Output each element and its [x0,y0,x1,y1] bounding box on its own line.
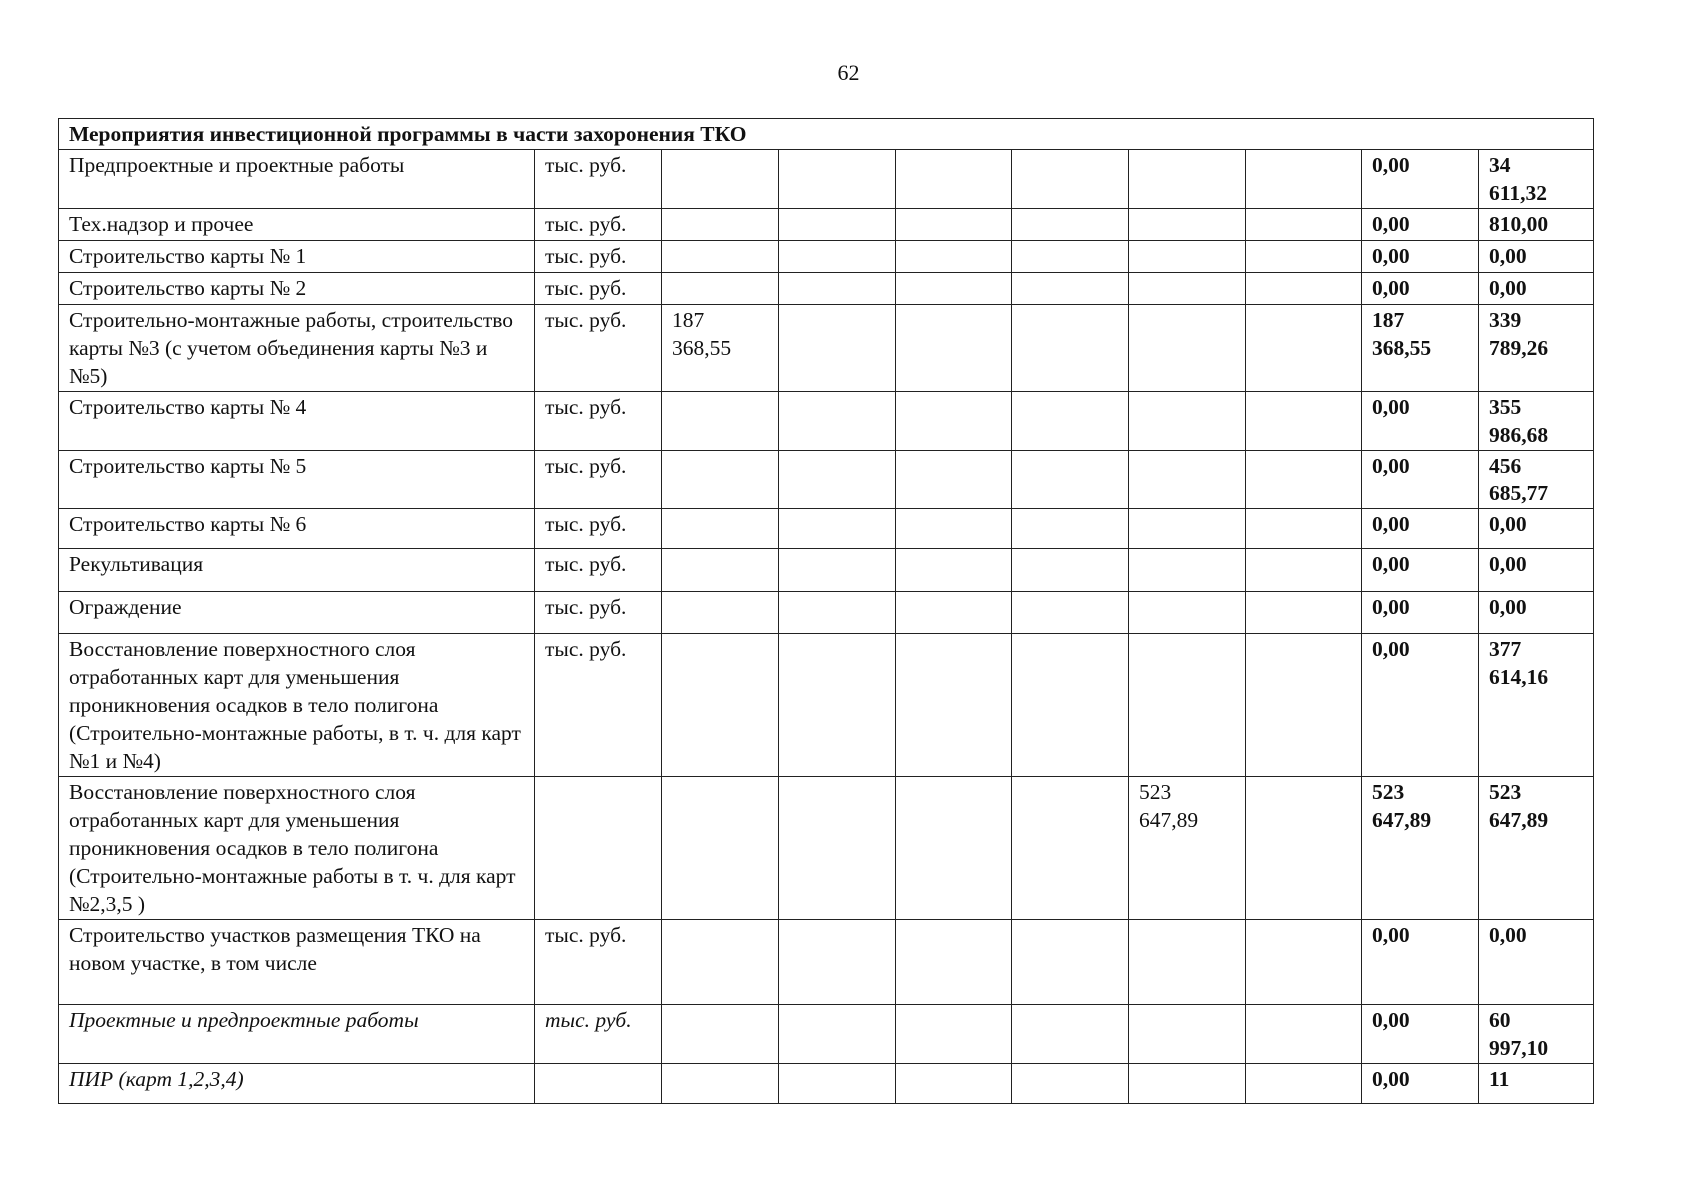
value-cell-4 [1012,509,1129,549]
table-row [59,450,1594,509]
value-cell-2 [779,149,896,208]
value-cell-3 [896,777,1012,920]
total-cell-b: 523 647,89 [1479,777,1594,920]
table-row [59,208,1594,240]
total-cell-a: 0,00 [1362,208,1479,240]
unit-cell: тыс. руб. [535,450,662,509]
value-cell-5 [1129,149,1246,208]
table-row [59,1063,1594,1103]
table-row [59,149,1594,208]
total-cell-a: 0,00 [1362,1063,1479,1103]
table-row [59,634,1594,777]
table-row [59,272,1594,304]
row-name-cell: Восстановление поверхностного слоя отработанных карт для уменьшения проникновения осадков в тело полигона (Строительно-монтажные работы в т. ч. для карт №2,3,5 ) [59,777,535,920]
table-row [59,304,1594,391]
value-cell-6 [1246,509,1362,549]
value-cell-5 [1129,272,1246,304]
value-cell-6 [1246,391,1362,450]
table-row [59,592,1594,634]
section-header-row [59,119,1594,150]
value-cell-1 [662,634,779,777]
total-cell-a: 0,00 [1362,391,1479,450]
row-name-cell: Строительство карты № 4 [59,391,535,450]
unit-cell: тыс. руб. [535,208,662,240]
row-name-cell: Строительство карты № 1 [59,240,535,272]
value-cell-3 [896,549,1012,592]
total-cell-b: 34 611,32 [1479,149,1594,208]
total-cell-b: 0,00 [1479,592,1594,634]
investment-program-table [58,118,1594,1104]
total-cell-a: 0,00 [1362,634,1479,777]
value-cell-1: 187 368,55 [662,304,779,391]
total-cell-b: 339 789,26 [1479,304,1594,391]
value-cell-6 [1246,920,1362,1005]
value-cell-1 [662,1063,779,1103]
value-cell-3 [896,272,1012,304]
value-cell-3 [896,450,1012,509]
total-cell-a: 0,00 [1362,1005,1479,1064]
unit-cell [535,777,662,920]
value-cell-4 [1012,1005,1129,1064]
total-cell-b: 0,00 [1479,549,1594,592]
value-cell-3 [896,240,1012,272]
unit-cell: тыс. руб. [535,920,662,1005]
total-cell-b: 377 614,16 [1479,634,1594,777]
row-name-cell: Проектные и предпроектные работы [59,1005,535,1064]
value-cell-4 [1012,391,1129,450]
row-name-cell: Строительство карты № 5 [59,450,535,509]
total-cell-b: 0,00 [1479,240,1594,272]
value-cell-2 [779,240,896,272]
total-cell-a: 0,00 [1362,920,1479,1005]
value-cell-2 [779,1063,896,1103]
value-cell-5 [1129,208,1246,240]
value-cell-5 [1129,1063,1246,1103]
value-cell-3 [896,634,1012,777]
total-cell-b: 456 685,77 [1479,450,1594,509]
row-name-cell: ПИР (карт 1,2,3,4) [59,1063,535,1103]
value-cell-2 [779,777,896,920]
value-cell-3 [896,1005,1012,1064]
value-cell-2 [779,208,896,240]
value-cell-2 [779,304,896,391]
row-name-cell: Восстановление поверхностного слоя отработанных карт для уменьшения проникновения осадков в тело полигона (Строительно-монтажные работы, в т. ч. для карт №1 и №4) [59,634,535,777]
value-cell-2 [779,272,896,304]
table-row [59,549,1594,592]
value-cell-4 [1012,272,1129,304]
unit-cell: тыс. руб. [535,634,662,777]
value-cell-5 [1129,450,1246,509]
value-cell-4 [1012,549,1129,592]
value-cell-6 [1246,777,1362,920]
value-cell-1 [662,450,779,509]
unit-cell: тыс. руб. [535,240,662,272]
value-cell-1 [662,509,779,549]
value-cell-5 [1129,634,1246,777]
value-cell-1 [662,149,779,208]
unit-cell: тыс. руб. [535,592,662,634]
value-cell-4 [1012,920,1129,1005]
total-cell-a: 523 647,89 [1362,777,1479,920]
value-cell-3 [896,391,1012,450]
value-cell-6 [1246,592,1362,634]
table-row [59,240,1594,272]
row-name-cell: Строительство участков размещения ТКО на новом участке, в том числе [59,920,535,1005]
table-row [59,391,1594,450]
table-row [59,920,1594,1005]
value-cell-4 [1012,592,1129,634]
value-cell-3 [896,509,1012,549]
value-cell-6 [1246,1063,1362,1103]
value-cell-5 [1129,304,1246,391]
value-cell-4 [1012,149,1129,208]
row-name-cell: Строительство карты № 2 [59,272,535,304]
value-cell-3 [896,920,1012,1005]
value-cell-5 [1129,391,1246,450]
total-cell-a: 0,00 [1362,450,1479,509]
value-cell-1 [662,549,779,592]
value-cell-6 [1246,149,1362,208]
section-header: Мероприятия инвестиционной программы в части захоронения ТКО [59,119,1594,150]
value-cell-2 [779,549,896,592]
total-cell-a: 0,00 [1362,149,1479,208]
unit-cell: тыс. руб. [535,149,662,208]
value-cell-1 [662,1005,779,1064]
value-cell-2 [779,634,896,777]
value-cell-5 [1129,240,1246,272]
value-cell-2 [779,509,896,549]
total-cell-a: 0,00 [1362,509,1479,549]
total-cell-a: 0,00 [1362,549,1479,592]
value-cell-4 [1012,208,1129,240]
unit-cell: тыс. руб. [535,1005,662,1064]
total-cell-b: 11 [1479,1063,1594,1103]
value-cell-6 [1246,549,1362,592]
value-cell-1 [662,272,779,304]
row-name-cell: Рекультивация [59,549,535,592]
total-cell-b: 810,00 [1479,208,1594,240]
value-cell-6 [1246,272,1362,304]
page-number: 62 [837,60,860,85]
unit-cell: тыс. руб. [535,272,662,304]
value-cell-3 [896,1063,1012,1103]
value-cell-1 [662,592,779,634]
value-cell-6 [1246,240,1362,272]
total-cell-a: 0,00 [1362,240,1479,272]
value-cell-1 [662,240,779,272]
row-name-cell: Строительство карты № 6 [59,509,535,549]
value-cell-3 [896,592,1012,634]
value-cell-4 [1012,240,1129,272]
unit-cell: тыс. руб. [535,391,662,450]
value-cell-6 [1246,634,1362,777]
value-cell-5 [1129,1005,1246,1064]
value-cell-3 [896,208,1012,240]
investment-table-container [58,118,1593,1104]
unit-cell: тыс. руб. [535,509,662,549]
value-cell-2 [779,920,896,1005]
value-cell-5: 523 647,89 [1129,777,1246,920]
value-cell-5 [1129,549,1246,592]
row-name-cell: Строительно-монтажные работы, строительство карты №3 (с учетом объединения карты №3 и №5) [59,304,535,391]
value-cell-3 [896,304,1012,391]
total-cell-a: 0,00 [1362,592,1479,634]
table-row [59,509,1594,549]
value-cell-2 [779,450,896,509]
row-name-cell: Предпроектные и проектные работы [59,149,535,208]
value-cell-1 [662,208,779,240]
value-cell-4 [1012,634,1129,777]
value-cell-4 [1012,304,1129,391]
value-cell-3 [896,149,1012,208]
row-name-cell: Ограждение [59,592,535,634]
value-cell-2 [779,1005,896,1064]
total-cell-b: 60 997,10 [1479,1005,1594,1064]
value-cell-6 [1246,450,1362,509]
unit-cell: тыс. руб. [535,549,662,592]
total-cell-b: 0,00 [1479,920,1594,1005]
value-cell-6 [1246,208,1362,240]
total-cell-a: 187 368,55 [1362,304,1479,391]
row-name-cell: Тех.надзор и прочее [59,208,535,240]
unit-cell [535,1063,662,1103]
table-row [59,777,1594,920]
value-cell-1 [662,777,779,920]
value-cell-5 [1129,509,1246,549]
table-row [59,1005,1594,1064]
value-cell-4 [1012,1063,1129,1103]
total-cell-b: 355 986,68 [1479,391,1594,450]
value-cell-5 [1129,920,1246,1005]
value-cell-4 [1012,777,1129,920]
value-cell-2 [779,391,896,450]
value-cell-4 [1012,450,1129,509]
total-cell-b: 0,00 [1479,272,1594,304]
value-cell-1 [662,391,779,450]
value-cell-1 [662,920,779,1005]
total-cell-a: 0,00 [1362,272,1479,304]
value-cell-6 [1246,1005,1362,1064]
value-cell-5 [1129,592,1246,634]
value-cell-6 [1246,304,1362,391]
unit-cell: тыс. руб. [535,304,662,391]
value-cell-2 [779,592,896,634]
total-cell-b: 0,00 [1479,509,1594,549]
